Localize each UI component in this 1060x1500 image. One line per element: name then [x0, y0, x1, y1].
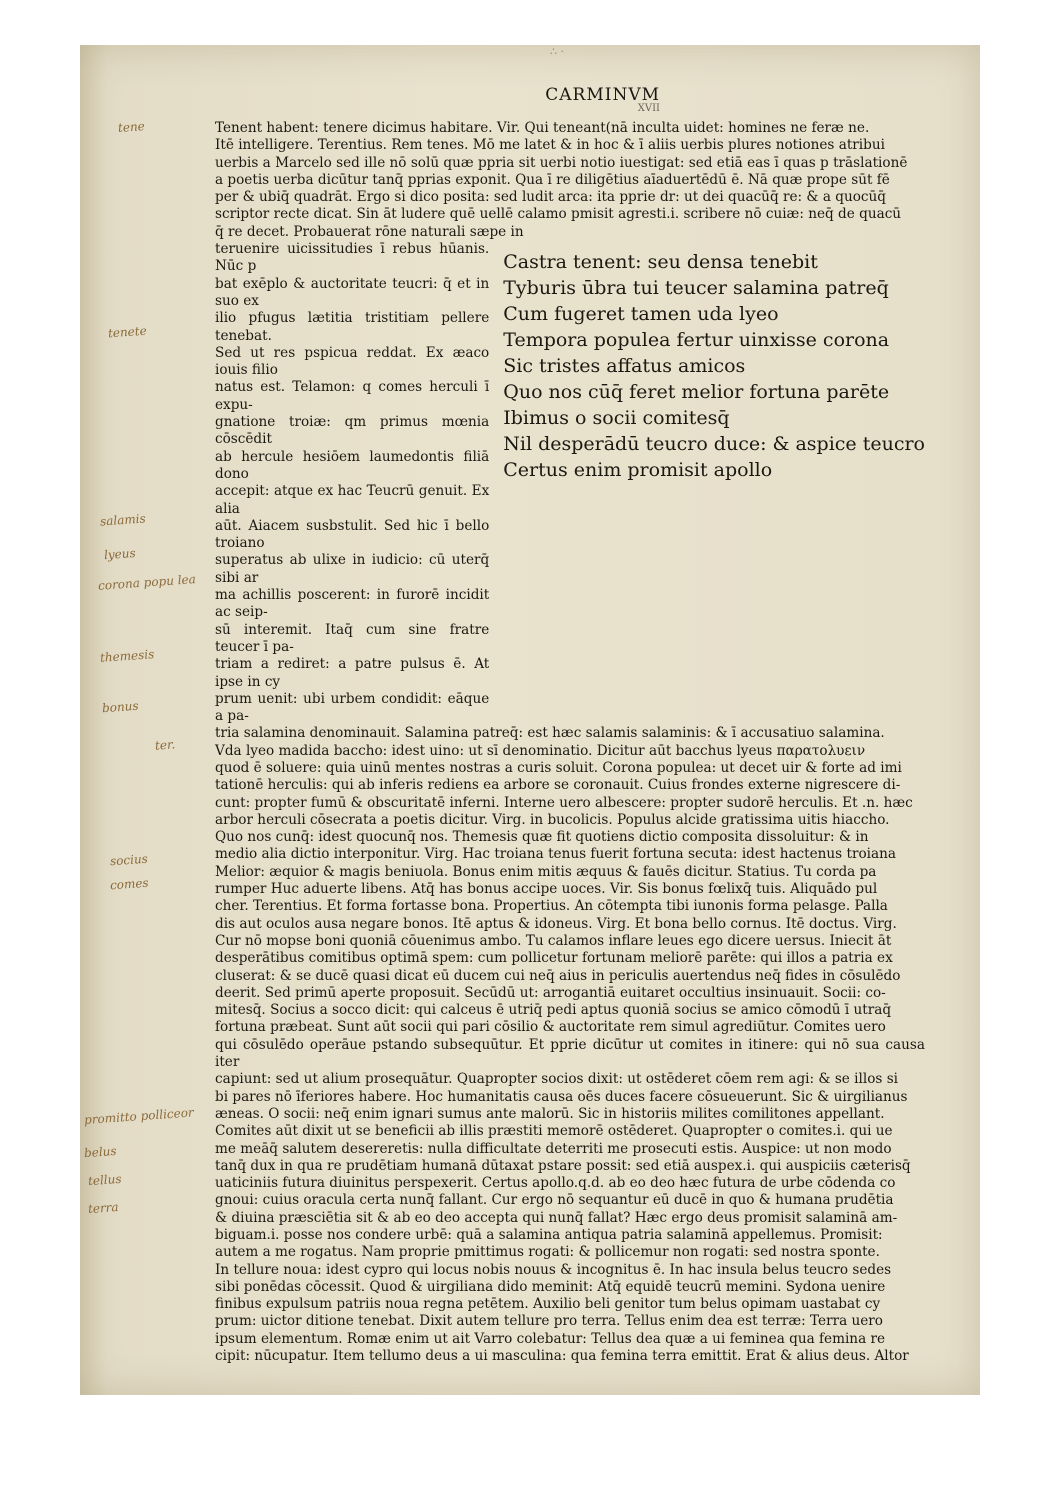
- margin-note: themesis: [99, 647, 155, 665]
- left-line: prum uenit: ubi urbem condidit: eāque a pa-: [215, 690, 490, 725]
- left-line: natus est. Telamon: q comes herculi ī expu-: [215, 379, 490, 413]
- verse-line: Tyburis ūbra tui teucer salamina patreq̄: [503, 277, 889, 300]
- intro-line: scriptor recte dicat. Sin āt ludere quē uellē calamo pmisit agresti.i. scribere nō cuiæ: neq̄ de quacū: [215, 206, 902, 223]
- main-line: & diuina præsciētia sit & ab eo deo accepta qui nunq̄ fallat? Hæc ergo deus promisit salaminā am-: [215, 1209, 898, 1226]
- main-line: æneas. O socii: neq̄ enim ignari sumus ante malorū. Sic in historiis milites comilitones appellant.: [215, 1105, 885, 1122]
- verse-line: Tempora populea fertur uinxisse corona: [503, 329, 890, 352]
- left-line: bat exēplo & auctoritate teucri: q̄ et in suo ex: [215, 275, 490, 309]
- main-line: desperātibus comitibus optimā spem: cum pollicetur fortunam meliorē parēte: qui illos a patria ex: [215, 950, 893, 967]
- main-line: finibus expulsum patriis noua regna petētem. Auxilio beli genitor tum belus opimam uastabat cy: [215, 1296, 881, 1313]
- margin-note: ter.: [154, 737, 176, 753]
- main-line: cipit: nūcupatur. Item tellumo deus a ui masculina: qua femina terra emittit. Erat & alius deus. Altor: [215, 1348, 909, 1365]
- main-line: cher. Terentius. Et forma fortasse bona. Propertius. An cōtempta tibi iunonis forma pelasge. Palla: [215, 898, 888, 915]
- main-line: Melior: æquior & magis beniuola. Bonus enim mitis æquus & fauēs dicitur. Statius. Tu corda pa: [215, 863, 877, 880]
- main-line: cluserat: & se ducē quasi dicat eū ducem cui neq̄ aius in periculis auertendus neq̄ fides in cōsulēdo: [215, 967, 901, 984]
- left-line: ilio pfugus lætitia tristitiam pellere tenebat.: [215, 310, 490, 344]
- main-line: medio alia dictio interponitur. Virg. Hac troiana tenus fuerit fortuna secuta: idest hactenus troiana: [215, 846, 896, 863]
- main-line: Quo nos cunq̄: idest quocunq̄ nos. Themesis quæ fit quotiens dictio composita dissoluitur: & in: [215, 829, 869, 846]
- margin-note: corona popu lea: [97, 572, 197, 593]
- left-line: aūt. Aiacem susbstulit. Sed hic ī bello troiano: [215, 517, 490, 552]
- main-line: me meāq̄ salutem desereretis: nulla difficultate deterriti me prosecuti estis. Auspice: ut non modo: [215, 1140, 892, 1157]
- main-line: fortuna præbeat. Sunt aūt socii qui pari cōsilio & auctoritate rem simul agrediūtur. Comites uero: [215, 1019, 886, 1036]
- main-line: Cur nō mopse boni quoniā cōuenimus ambo. Tu calamos inflare leues ego dicere uersus. Iniecit āt: [215, 932, 892, 949]
- verse-block: [503, 241, 925, 725]
- main-line: cunt: propter fumū & obscuritatē inferni. Interne uero albescere: propter sudorē herculis. Et .n. hæc: [215, 794, 913, 811]
- commentary-left-column: [215, 241, 489, 725]
- main-line: sibi ponēdas cōcessit. Quod & uirgiliana dido meminit: Atq̄ equidē teucrū memini. Sydona uenire: [215, 1278, 886, 1295]
- margin-note: belus: [83, 1143, 117, 1161]
- main-line: Vda lyeo madida baccho: idest uino: ut sī denominatio. Dicitur aūt bacchus lyeus παρατολυειν: [215, 742, 866, 759]
- margin-note: socius: [109, 851, 149, 869]
- verse-line: Castra tenent: seu densa tenebit: [503, 251, 818, 274]
- left-line: ab hercule hesiōem laumedontis filiā dono: [215, 448, 490, 482]
- left-line: teruenire uicissitudies ī rebus hūanis. Nūc p: [215, 241, 490, 275]
- left-line: ma achillis poscerent: in furorē incidit ac seip-: [215, 587, 490, 621]
- margin-note: terra: [87, 1199, 120, 1217]
- left-line: triam a rediret: a patre pulsus ē. At ipse in cy: [215, 656, 490, 690]
- left-line: gnatione troiæ: qm primus mœnia cōscēdit: [215, 414, 490, 448]
- left-line: accepit: atque ex hac Teucrū genuit. Ex alia: [215, 483, 490, 517]
- main-line: In tellure noua: idest cypro qui locus nobis nouus & incognitus ē. In hac insula belus teucro sedes: [215, 1261, 892, 1278]
- manuscript-page: [80, 45, 980, 1395]
- margin-note: salamis: [99, 511, 147, 529]
- verse-line: Ibimus o socii comitesq̄: [503, 407, 730, 430]
- intro-line: q̄ re decet. Probauerat rōne naturali sæpe in: [215, 223, 524, 240]
- main-line: qui cōsulēdo operāue pstando subsequūtur. Et pprie dicūtur ut comites in itinere: qui nō sua causa iter: [215, 1036, 925, 1071]
- intro-line: a poetis uerba dicūtur tanq̄ pprias exponit. Qua ī re diligētius aīaduertēdū ē. Nā quæ prope sūt fē: [215, 171, 890, 188]
- main-line: mitesq̄. Socius a socco dicit: qui calceus ē utriq̄ pedi aptus quoniā socius se amico cōmodū ī utraq̄: [215, 1002, 892, 1019]
- left-line: Sed ut res pspicua reddat. Ex æaco iouis filio: [215, 344, 490, 379]
- main-line: dis aut oculos ausa negare bonos. Itē aptus & idoneus. Virg. Et bona bello cornus. Itē doctus. Virg.: [215, 915, 897, 932]
- main-line: tanq̄ dux in qua re prudētiam humanā dūtaxat pstare possit: sed etiā auspex.i. qui auspiciis cæterisq̄: [215, 1157, 911, 1174]
- margin-note: bonus: [101, 698, 139, 716]
- main-line: quod ē soluere: quia uinū mentes nostras a curis soluit. Corona populea: ut decet uir & forte ad imi: [215, 759, 902, 776]
- main-line: ipsum elementum. Romæ enim ut ait Varro colebatur: Tellus dea quæ a ui feminea qua femina re: [215, 1330, 886, 1347]
- body-text: [215, 120, 925, 1365]
- main-line: bi pares nō īferiores habere. Hoc humanitatis causa oēs duces facere cōsueuerunt. Sic & uirgilianus: [215, 1088, 908, 1105]
- main-line: rumper Huc aduerte libens. Atq̄ has bonus accipe uoces. Vir. Sis bonus fœlixq̄ tuis. Aliquādo pul: [215, 881, 878, 898]
- intro-line: Tenent habent: tenere dicimus habitare. Vir. Qui teneant(nā inculta uidet: homines ne feræ ne.: [215, 120, 870, 136]
- margin-note: tenete: [107, 323, 148, 341]
- main-line: tationē herculis: qui ab inferis rediens ea arbore se coronauit. Cuius frondes externe nigrescere di-: [215, 777, 901, 794]
- commentary-split: [215, 241, 925, 725]
- margin-note: tellus: [87, 1171, 122, 1189]
- main-line: biguam.i. posse nos condere urbē: quā a salamina antiqua patria salaminā appellemus. Promisit:: [215, 1227, 883, 1243]
- margin-note: promitto polliceor: [83, 1105, 195, 1127]
- intro-line: per & ubiq̄ quadrāt. Ergo si dico posita: sed ludit arca: ita pprie dr: ut dei quacūq̄ re: & a quocūq̄: [215, 189, 886, 206]
- margin-note: lyeus: [103, 545, 137, 563]
- main-line: autem a me rogatus. Nam proprie pmittimus rogati: & pollicemur non rogati: sed nostra sponte.: [215, 1244, 880, 1261]
- main-line: Comites aūt dixit ut se beneficii ab illis præstiti memorē ostēderet. Quapropter o comites.i. qui ue: [215, 1123, 893, 1140]
- verse-line: Cum fugeret tamen uda lyeo: [503, 303, 779, 326]
- page-title: CARMINVM: [545, 85, 660, 105]
- verse-line: Sic tristes affatus amicos: [503, 355, 746, 378]
- folio-number: XVII: [637, 103, 660, 114]
- verse-line: Quo nos cūq̄ feret melior fortuna parēte: [503, 381, 890, 404]
- left-line: superatus ab ulixe in iudicio: cū uterq̄ sibi ar: [215, 552, 490, 586]
- intro-line: uerbis a Marcelo sed ille nō solū quæ ppria sit uerbi notio iuestigat: sed etiā eas ī quas p trāslationē: [215, 154, 908, 171]
- top-mark: ∴ ·: [550, 45, 564, 58]
- verse-line: Nil desperādū teucro duce: & aspice teucro: [503, 433, 925, 456]
- main-line: gnoui: cuius oracula certa nunq̄ fallant. Cur ergo nō sequantur eū ducē in quo & humana prudētia: [215, 1192, 894, 1209]
- left-line: sū interemit. Itaq̄ cum sine fratre teucer ī pa-: [215, 621, 490, 655]
- verse-line: Certus enim promisit apollo: [503, 459, 773, 482]
- margin-note: tene: [117, 119, 146, 135]
- main-line: capiunt: sed ut alium prosequātur. Quapropter socios dixit: ut ostēderet cōem rem agi: & se illos si: [215, 1071, 899, 1088]
- main-line: prum: uictor ditione tenebat. Dixit autem tellure pro terra. Tellus enim dea est terræ: Terra uero: [215, 1313, 883, 1330]
- margin-note: comes: [109, 875, 150, 893]
- main-line: uaticiniis futura diuinitus perspexerit. Certus apollo.q.d. ab eo deo hæc futura de urbe cōdenda co: [215, 1175, 896, 1192]
- main-line: deerit. Sed primū aperte proposuit. Secūdū ut: arrogantiā euitaret occultius insinuauit. Socii: co-: [215, 984, 886, 1001]
- main-line: arbor herculi cōsecrata a poetis dicitur. Virg. in bucolicis. Populus alcide gratissima uitis hiaccho.: [215, 811, 890, 828]
- main-line: tria salamina denominauit. Salamina patreq̄: est hæc salamis salaminis: & ī accusatiuo salamina.: [215, 725, 885, 742]
- intro-line: Itē intelligere. Terentius. Rem tenes. Mō me latet & in hoc & ī aliis uerbis plures notiones atribui: [215, 137, 885, 154]
